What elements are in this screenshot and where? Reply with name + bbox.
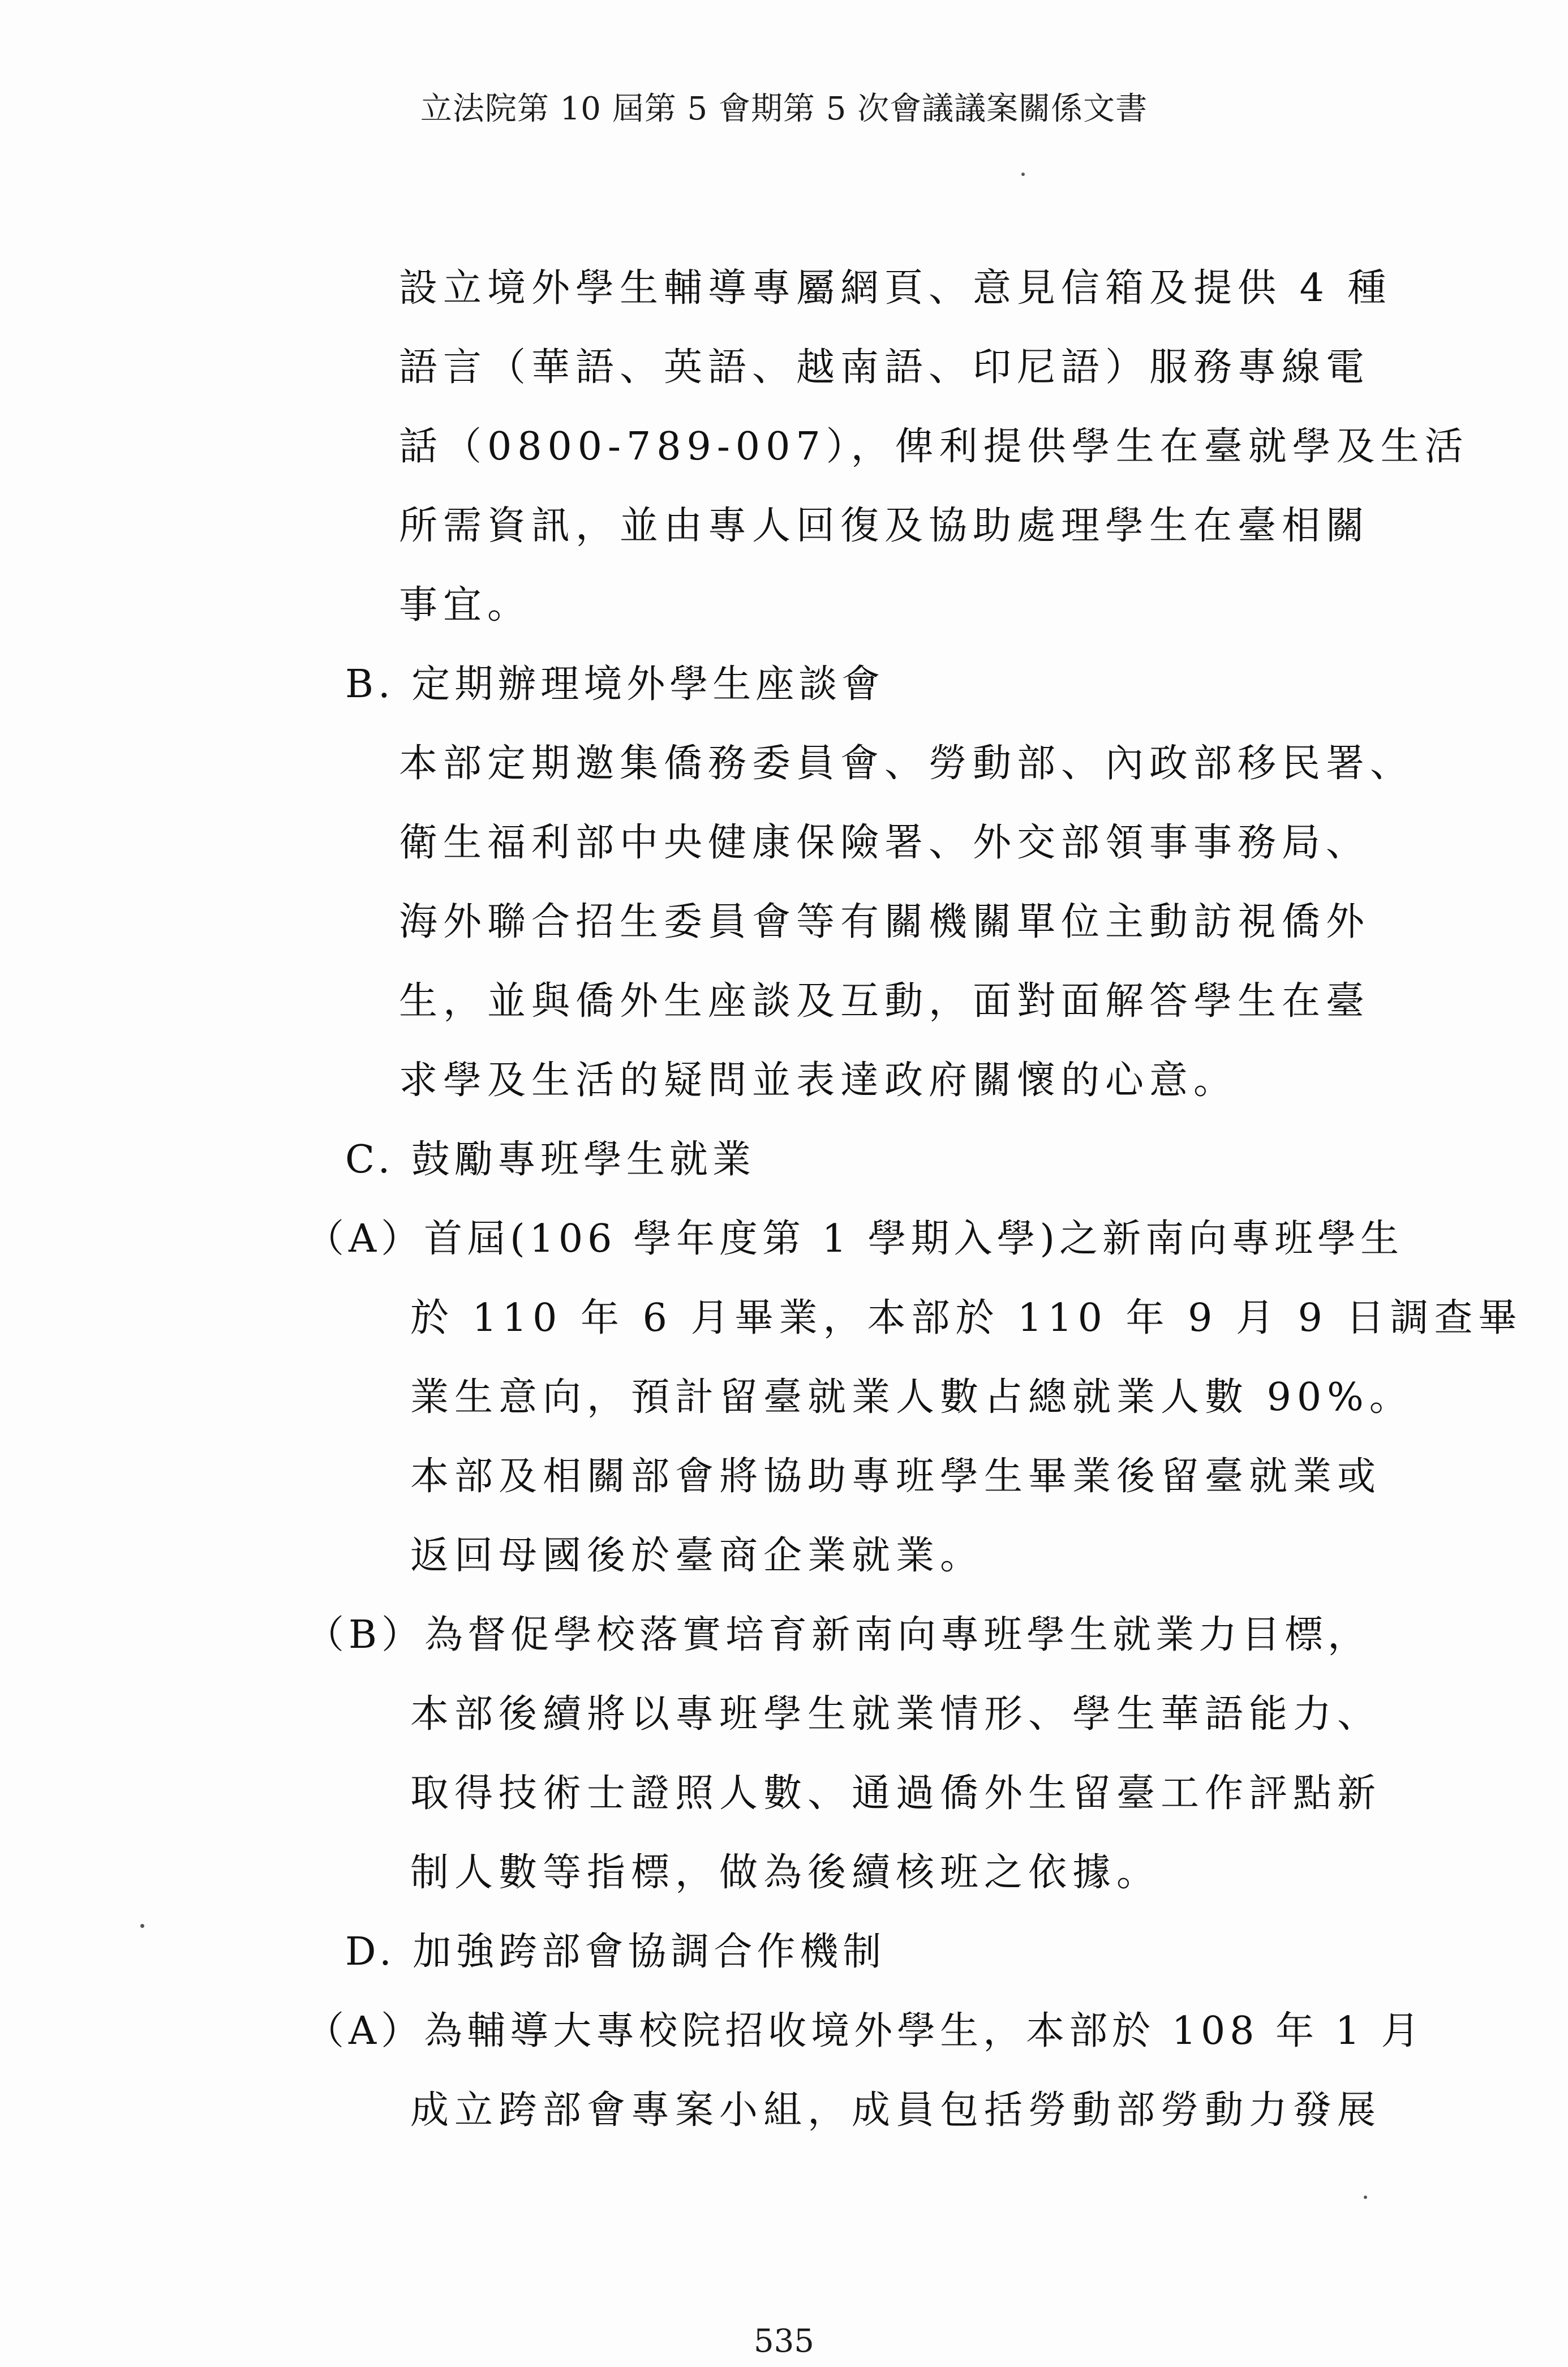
text-line: 取得技術士證照人數、通過僑外生留臺工作評點新 [410, 1771, 1382, 1816]
subitem-line: （A）首屆(106 學年度第 1 學期入學)之新南向專班學生 [306, 1217, 1404, 1261]
text-line: 話（0800-789-007），俾利提供學生在臺就學及生活 [399, 424, 1469, 469]
section-heading-b: B. 定期辦理境外學生座談會 [345, 662, 885, 707]
section-heading-d: D. 加強跨部會協調合作機制 [345, 1930, 886, 1974]
text-line: 語言（華語、英語、越南語、印尼語）服務專線電 [399, 345, 1371, 390]
text-line: 衛生福利部中央健康保險署、外交部領事事務局、 [399, 820, 1371, 865]
scan-speck [140, 1924, 144, 1928]
text-line: 成立跨部會專案小組，成員包括勞動部勞動力發展 [410, 2088, 1382, 2133]
scan-speck [1364, 2196, 1367, 2199]
text-line: 本部定期邀集僑務委員會、勞動部、內政部移民署、 [399, 741, 1415, 786]
text-line: 所需資訊，並由專人回復及協助處理學生在臺相關 [399, 504, 1371, 548]
text-line: 事宜。 [399, 583, 532, 628]
page-number: 535 [754, 2323, 814, 2360]
text-line: 海外聯合招生委員會等有關機關單位主動訪視僑外 [399, 900, 1371, 944]
text-line: 於 110 年 6 月畢業，本部於 110 年 9 月 9 日調查畢 [410, 1296, 1523, 1341]
scan-speck [1021, 173, 1025, 176]
section-heading-c: C. 鼓勵專班學生就業 [345, 1137, 755, 1182]
subitem-line: （A）為輔導大專校院招收境外學生，本部於 108 年 1 月 [306, 2009, 1424, 2054]
text-line: 業生意向，預計留臺就業人數占總就業人數 90%。 [410, 1375, 1414, 1420]
text-line: 設立境外學生輔導專屬網頁、意見信箱及提供 4 種 [399, 266, 1392, 311]
text-line: 制人數等指標，做為後續核班之依據。 [410, 1850, 1161, 1895]
document-header: 立法院第 10 屆第 5 會期第 5 次會議議案關係文書 [420, 91, 1148, 127]
text-line: 返回母國後於臺商企業就業。 [410, 1533, 985, 1578]
subitem-line: （B）為督促學校落實培育新南向專班學生就業力目標， [306, 1613, 1371, 1657]
text-line: 求學及生活的疑問並表達政府關懷的心意。 [399, 1058, 1238, 1103]
text-line: 本部及相關部會將協助專班學生畢業後留臺就業或 [410, 1454, 1382, 1499]
text-line: 本部後續將以專班學生就業情形、學生華語能力、 [410, 1692, 1382, 1737]
text-line: 生，並與僑外生座談及互動，面對面解答學生在臺 [399, 979, 1371, 1024]
